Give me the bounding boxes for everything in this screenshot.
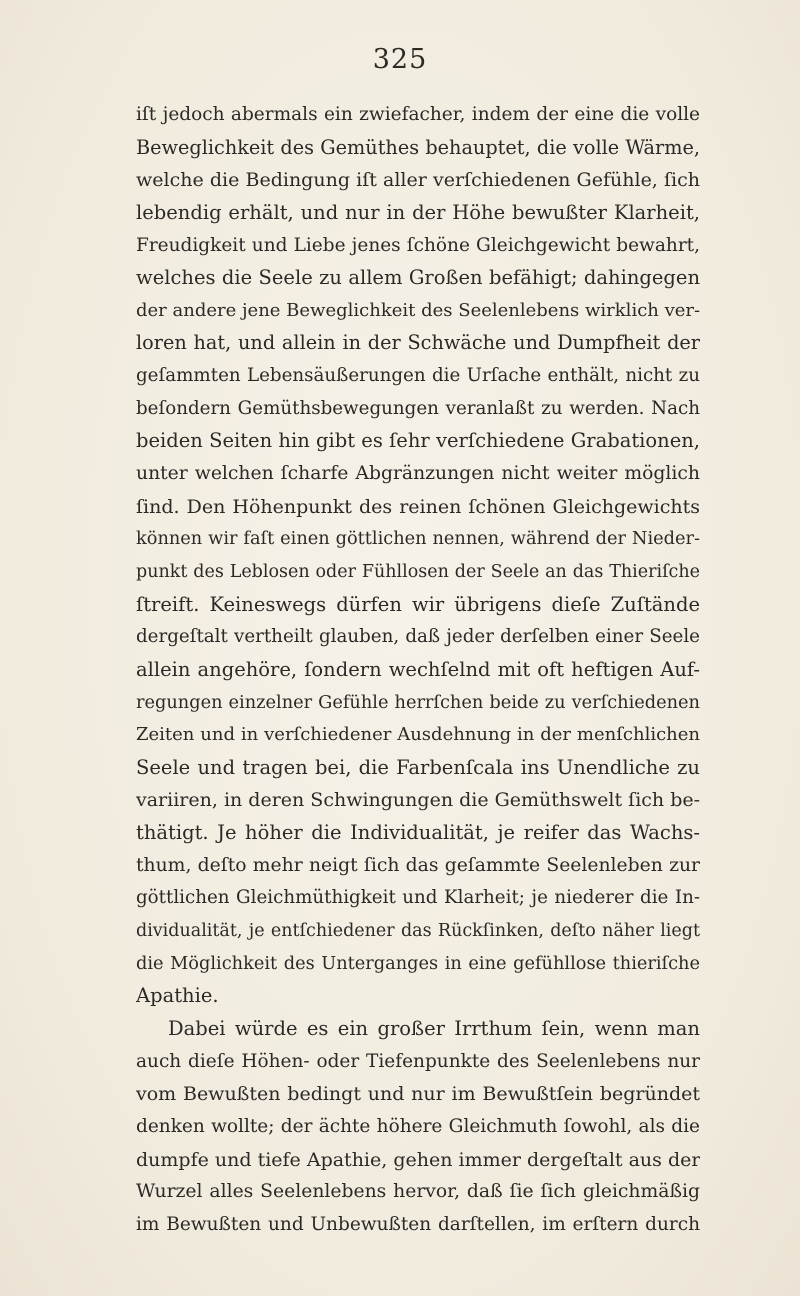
text-line-3: welche die Bedingung iſt aller verſchiedenen Gefühle, ſich: [136, 169, 700, 192]
text-line-5: Freudigkeit und Liebe jenes ſchöne Gleichgewicht bewahrt,: [136, 234, 700, 256]
text-line-4: lebendig erhält, und nur in der Höhe bewußter Klarheit,: [136, 200, 700, 224]
text-line-8: loren hat, und allein in der Schwäche und Dumpfheit der: [136, 331, 700, 355]
body-text: [136, 99, 700, 1241]
text-line-32: denken wollte; der ächte höhere Gleichmuth ſowohl, als die: [136, 1115, 700, 1137]
text-line-1: iſt jedoch abermals ein zwiefacher, indem der eine die volle: [136, 104, 700, 125]
text-line-26: dividualität, je entſchiedener das Rückſinken, deſto näher liegt: [136, 921, 700, 942]
text-line-23: thätigt. Je höher die Individualität, je reifer das Wachs-: [136, 821, 700, 845]
text-line-18: allein angehöre, ſondern wechſelnd mit oft heftigen Auf-: [136, 657, 700, 681]
text-line-14: können wir faſt einen göttlichen nennen, während der Nieder-: [136, 529, 700, 550]
text-line-29: Dabei würde es ein großer Irrthum ſein, wenn man: [168, 1016, 700, 1040]
text-line-19: regungen einzelner Gefühle herrſchen beide zu verſchiedenen: [136, 692, 700, 713]
text-line-2: Beweglichkeit des Gemüthes behauptet, die volle Wärme,: [136, 135, 700, 159]
text-line-22: variiren, in deren Schwingungen die Gemüthswelt ſich be-: [136, 789, 700, 812]
text-line-7: der andere jene Beweglichkeit des Seelenlebens wirklich ver-: [136, 299, 700, 321]
text-line-13: ſind. Den Höhenpunkt des reinen ſchönen Gleichgewichts: [136, 495, 700, 518]
text-line-20: Zeiten und in verſchiedener Ausdehnung in der menſchlichen: [136, 724, 700, 746]
text-line-21: Seele und tragen bei, die Farbenſcala ins Unendliche zu: [136, 755, 700, 779]
text-line-25: göttlichen Gleichmüthigkeit und Klarheit; je niederer die In-: [136, 887, 700, 909]
text-line-34: Wurzel alles Seelenlebens hervor, daß ſie ſich gleichmäßig: [136, 1181, 700, 1203]
text-line-28: Apathie.: [136, 984, 219, 1008]
text-line-17: dergeſtalt vertheilt glauben, daß jeder derſelben einer Seele: [136, 626, 700, 648]
text-line-10: beſondern Gemüthsbewegungen veranlaßt zu werden. Nach: [136, 397, 700, 419]
text-line-31: vom Bewußten bedingt und nur im Bewußtſein begründet: [136, 1083, 700, 1106]
text-line-35: im Bewußten und Unbewußten darſtellen, im erſtern durch: [136, 1213, 700, 1235]
text-line-15: punkt des Leblosen oder Fühllosen der Seele an das Thieriſche: [136, 561, 700, 582]
text-line-27: die Möglichkeit des Unterganges in eine gefühllose thieriſche: [136, 953, 700, 974]
text-line-11: beiden Seiten hin gibt es ſehr verſchiedene Grabationen,: [136, 429, 700, 453]
text-line-33: dumpfe und tiefe Apathie, gehen immer dergeſtalt aus der: [136, 1148, 700, 1171]
text-line-12: unter welchen ſcharfe Abgränzungen nicht weiter möglich: [136, 463, 700, 485]
text-line-30: auch dieſe Höhen- oder Tiefenpunkte des Seelenlebens nur: [136, 1050, 700, 1072]
text-line-6: welches die Seele zu allem Großen befähigt; dahingegen: [136, 266, 700, 290]
text-line-24: thum, deſto mehr neigt ſich das geſammte Seelenleben zur: [136, 854, 700, 876]
text-line-16: ſtreift. Keineswegs dürfen wir übrigens dieſe Zuſtände: [136, 592, 700, 616]
text-line-9: geſammten Lebensäußerungen die Urſache enthält, nicht zu: [136, 365, 700, 387]
page-number: 325: [372, 44, 428, 75]
